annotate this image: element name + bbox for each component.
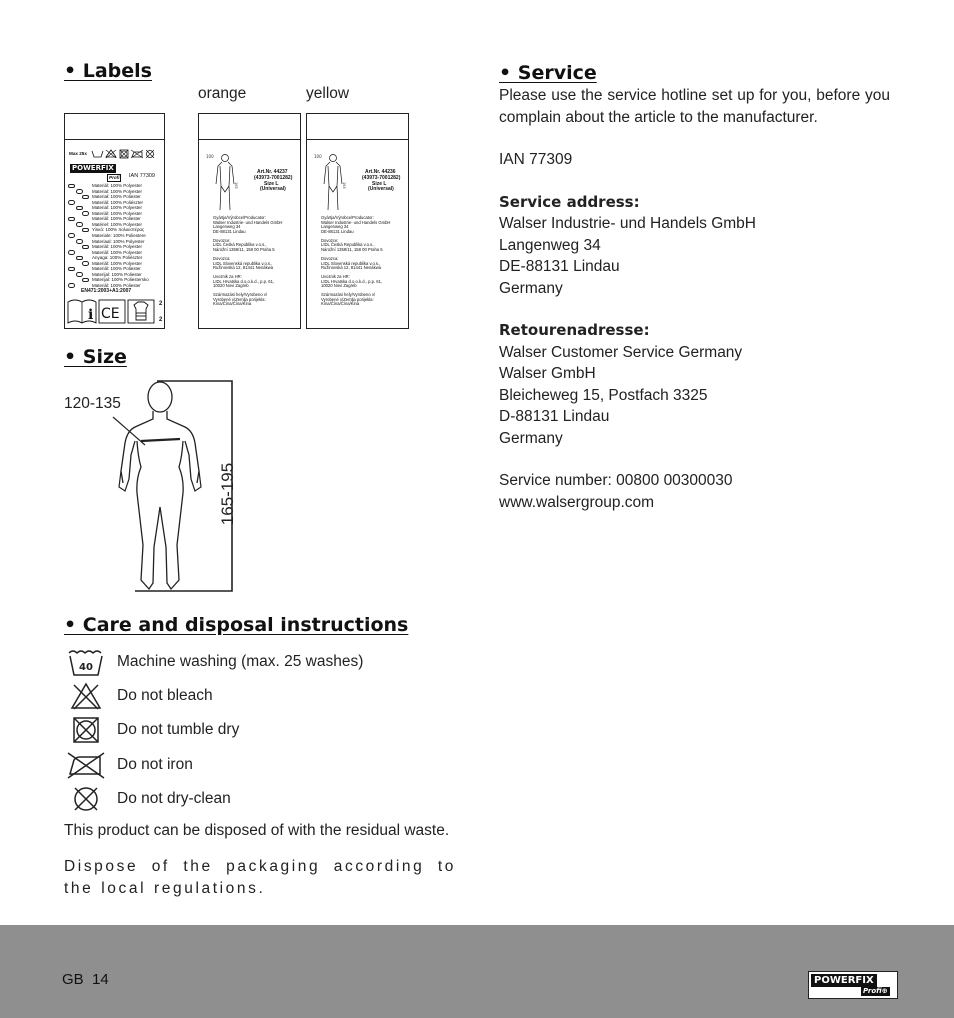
importer-line: Vyrobené v/Zemlja porijekla: — [321, 296, 374, 302]
language-code-icon — [82, 261, 89, 266]
yellow-fit: (Universal) — [368, 186, 394, 192]
material-text: Material: 100% Polyester — [92, 188, 143, 194]
importer-line: Nárožní 1359/11, 158 00 Praha 5 — [213, 246, 275, 252]
main-label-brand-logo: POWERFIX — [72, 164, 114, 172]
material-text: Materiál: 100% Polyester — [92, 249, 143, 255]
packaging-text: Dispose of the packaging according to the local regulations. — [64, 858, 456, 897]
material-text: Materiál: 100% Polyester — [92, 244, 143, 250]
service-heading: • Service — [499, 62, 597, 84]
material-text: Anyaga: 100% Poliészter — [92, 255, 143, 261]
return-address-heading: Retourenadresse: — [499, 321, 650, 339]
care-row-wash — [66, 645, 363, 679]
size-heading: • Size — [64, 346, 127, 368]
language-code-icon — [82, 278, 89, 283]
language-code-icon — [76, 256, 83, 261]
material-text: Material: 100% Polyester — [92, 205, 143, 211]
material-text: Materiál: 100% Polyester — [92, 210, 143, 216]
yellow-art-number: Art.Nr. 44236 — [365, 169, 396, 175]
language-code-icon — [76, 206, 83, 211]
svg-text:165: 165 — [342, 182, 346, 189]
service-address-line-1: Walser Industrie- und Handels GmbH — [499, 215, 756, 232]
importer-line: Langenweg 34 — [321, 224, 349, 230]
yellow-caption: yellow — [306, 85, 350, 102]
importer-line: Származási hely/Vyrobeno v/ — [213, 292, 268, 298]
footer-brand-name: POWERFIX — [811, 974, 877, 987]
orange-art-number: Art.Nr. 44237 — [257, 169, 288, 175]
page-number: GB 14 — [62, 971, 109, 988]
language-code-icon — [68, 184, 75, 189]
service-address-heading: Service address: — [499, 192, 640, 211]
language-code-icon — [68, 233, 75, 238]
importer-line: DE-88131 Lindau — [213, 228, 246, 234]
importer-line: Származási hely/Vyrobeno v/ — [321, 292, 376, 298]
language-code-icon — [68, 283, 75, 288]
language-code-icon — [82, 228, 89, 233]
height-range: 165-195 — [218, 462, 237, 526]
return-address-line-1: Walser Customer Service Germany — [499, 343, 743, 361]
importer-line: Gyártja/Výrobce/Producator: — [321, 215, 374, 220]
material-text: Materiál: 100% Polyester — [92, 183, 143, 188]
orange-label-figure-icon — [206, 152, 240, 212]
no-iron-icon — [66, 748, 106, 782]
chest-range: 120-135 — [64, 395, 121, 412]
language-code-icon — [76, 239, 83, 244]
material-text: Materiál: 100% Poliester — [92, 266, 141, 272]
care-row-tumble — [66, 713, 239, 747]
orange-art-code: (43973-7001282) — [254, 175, 293, 181]
footer-brand-sub: Profi⊕ — [863, 987, 888, 995]
service-address-line-3: DE-88131 Lindau — [499, 258, 620, 275]
material-text: Matériel: 100% Polyester — [92, 221, 143, 227]
svg-text:100: 100 — [314, 154, 322, 159]
importer-line: LIDL Hrvatska d.o.o.k.d., p.p. 61, — [321, 278, 383, 284]
importer-line: Gyártja/Výrobce/Producator: — [213, 215, 266, 220]
care-row-dry-clean — [66, 782, 231, 816]
care-text-bleach: Do not bleach — [117, 687, 213, 704]
class-marker-a: 2 — [159, 301, 163, 307]
care-text-iron: Do not iron — [117, 756, 193, 773]
material-text: Υλικό: 100% πολυεστέρας — [92, 227, 145, 233]
care-heading: • Care and disposal instructions — [64, 614, 409, 636]
return-address-line-2: Walser GmbH — [499, 365, 596, 382]
importer-line: 10020 Novi Zagreb — [213, 283, 249, 289]
importer-line: Kína/Čína/Čína/Kina — [321, 301, 360, 307]
yellow-art-code: (43973-7001282) — [362, 175, 401, 181]
language-code-icon — [76, 272, 83, 277]
service-intro: Please use the service hotline set up for you, before you complain about the article to the manufacturer. — [499, 87, 890, 126]
yellow-article-label — [306, 113, 409, 329]
return-address-line-3: Bleicheweg 15, Postfach 3325 — [499, 386, 708, 404]
max-washes-text: Max 25x — [69, 151, 87, 156]
service-ian: IAN 77309 — [499, 151, 573, 168]
importer-line: Walser Industrie- und Handels GmbH — [213, 219, 283, 225]
body-figure-illustration — [105, 375, 240, 595]
page-footer — [0, 925, 954, 1018]
return-address-line-4: D-88131 Lindau — [499, 408, 610, 425]
importer-line: Uvoznik za HR: — [321, 274, 350, 280]
main-care-label — [64, 113, 165, 329]
material-text: Materiál: 100% Poliester — [92, 216, 141, 222]
service-block — [499, 85, 890, 513]
no-tumble-dry-icon — [66, 713, 106, 747]
mini-care-symbols-icon — [91, 149, 157, 159]
yellow-label-figure-icon — [314, 152, 348, 212]
orange-fit: (Universal) — [260, 186, 286, 192]
class-marker-b: 2 — [159, 317, 163, 323]
main-label-symbols-icon — [66, 297, 163, 325]
svg-text:100: 100 — [206, 154, 214, 159]
care-text-dry-clean: Do not dry-clean — [117, 790, 231, 807]
importer-line: LIDL Slovenská republika v.o.s., — [321, 260, 381, 266]
main-label-norm: EN471:2003+A1:2007 — [81, 288, 132, 294]
orange-article-label — [198, 113, 301, 329]
orange-size: Size L — [264, 181, 279, 187]
plus-icon: ⊕ — [881, 987, 888, 995]
svg-text:CE: CE — [101, 306, 120, 322]
importer-line: Ružinovská 12, 81441 Nenákwa — [213, 265, 274, 271]
language-code-icon — [68, 217, 75, 222]
language-code-icon — [68, 200, 75, 205]
svg-text:165: 165 — [234, 182, 238, 189]
service-address-line-2: Langenweg 34 — [499, 236, 601, 254]
importer-line: Walser Industrie- und Handels GmbH — [321, 219, 391, 225]
labels-heading: • Labels — [64, 60, 152, 82]
material-text: Materiál: 100% Poliészter — [92, 199, 144, 205]
importer-line: DE-88131 Lindau — [321, 228, 354, 234]
importer-line: Dovozca: — [321, 255, 339, 261]
material-text: Materijal: 100% Poliester — [92, 271, 142, 277]
svg-text:40: 40 — [79, 662, 93, 673]
importer-line: 10020 Novi Zagreb — [321, 283, 357, 289]
importer-line: LIDL Slovenská republika v.o.s., — [213, 260, 273, 266]
language-code-icon — [82, 245, 89, 250]
materials-list — [68, 183, 162, 289]
no-dry-clean-icon — [66, 782, 106, 816]
language-code-icon — [82, 211, 89, 216]
importer-line: Uvoznik za HR: — [213, 274, 242, 280]
disposal-text: This product can be disposed of with the residual waste. — [64, 822, 450, 839]
no-bleach-icon — [66, 679, 106, 713]
material-text: Materiaal: 100% Polyester — [92, 238, 145, 244]
language-code-icon — [76, 189, 83, 194]
language-code-icon — [68, 267, 75, 272]
importer-line: Kína/Čína/Čína/Kina — [213, 301, 252, 307]
service-number: Service number: 00800 00300030 — [499, 472, 733, 489]
return-address-line-5: Germany — [499, 429, 563, 447]
material-text: Materiał: 100% Poliester — [92, 194, 141, 200]
service-website: www.walsergroup.com — [499, 493, 655, 511]
material-text: Materiale: 100% Poliestere — [92, 232, 146, 238]
importer-line: Dovozce: — [321, 237, 339, 243]
language-code-icon — [68, 250, 75, 255]
importer-line: LIDL Česká Republika v.o.s., — [321, 242, 375, 248]
svg-text:i: i — [88, 307, 94, 323]
importer-line: Dovozce: — [213, 237, 231, 243]
importer-line: Dovozca: — [213, 255, 231, 261]
main-label-brand-sub: Profi — [109, 175, 120, 180]
importer-line: LIDL Česká Republika v.o.s., — [213, 242, 267, 248]
orange-caption: orange — [198, 85, 247, 102]
care-text-tumble: Do not tumble dry — [117, 721, 240, 738]
material-text: Materijal: 100% Poliestersko — [92, 277, 149, 283]
importer-line: LIDL Hrvatska d.o.o.k.d., p.p. 61, — [213, 278, 275, 284]
care-row-bleach — [66, 679, 213, 713]
language-code-icon — [82, 195, 89, 200]
care-row-iron — [66, 748, 193, 782]
wash-40-icon — [66, 645, 106, 679]
importer-line: Ružinovská 12, 81441 Nenákwa — [321, 265, 382, 271]
care-text-wash: Machine washing (max. 25 washes) — [117, 653, 364, 670]
language-code-icon — [76, 222, 83, 227]
yellow-size: Size L — [372, 181, 387, 187]
footer-brand-logo — [808, 971, 898, 999]
importer-line: Langenweg 34 — [213, 224, 241, 230]
importer-line: Vyrobené v/Zemlja porijekla: — [213, 296, 266, 302]
importer-line: Nárožní 1359/11, 158 00 Praha 5 — [321, 246, 383, 252]
material-text: Materiál: 100% Polyester — [92, 260, 143, 266]
service-address-line-4: Germany — [499, 279, 563, 297]
main-label-ian: IAN 77309 — [129, 173, 155, 179]
material-text: Materiál: 100% Poliester — [92, 282, 141, 288]
